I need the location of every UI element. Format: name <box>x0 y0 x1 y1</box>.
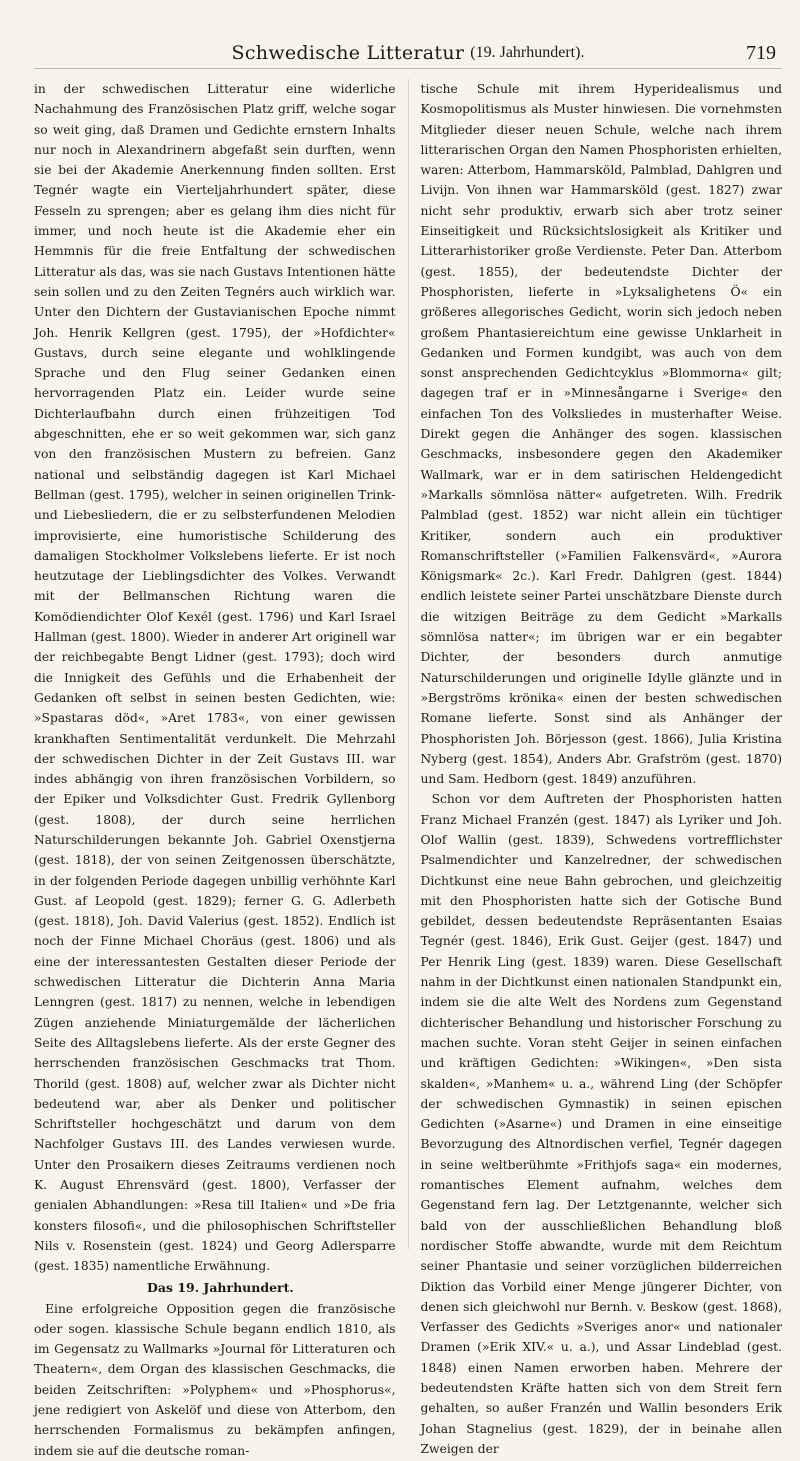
header-title: Schwedische Litteratur <box>231 42 465 64</box>
header-subtitle: (19. Jahrhundert). <box>470 44 585 61</box>
left-paragraph-1: in der schwedischen Litteratur eine widerliche Nachahmung des Französischen Platz griff, welche sogar so weit ging, daß Dramen und Gedichte ernstern Inhalts nur noch in Alexandrinern abgefaßt sein durften, wenn sie bei der Akademie Anerkennung finden sollten. Erst Tegnér wagte ein Vierteljahrhundert später, diese Fesseln zu sprengen; aber es gelang ihm dies nicht für immer, und noch heute ist die Akademie eher ein Hemmnis für die freie Entfaltung der schwedischen Litteratur als das, was sie nach Gustavs Intentionen hätte sein sollen und zu den Zeiten Tegnérs auch wirklich war. Unter den Dichtern der Gustavianischen Epoche nimmt Joh. Henrik Kellgren (gest. 1795), der »Hofdichter« Gustavs, durch seine elegante und wohlklingende Sprache und den Flug seiner Gedanken einen hervorragenden Platz ein. Leider wurde seine Dichterlaufbahn durch einen frühzeitigen Tod abgeschnitten, ehe er so weit gekommen war, sich ganz von den französischen Mustern zu befreien. Ganz national und selbständig dagegen ist Karl Michael Bellman (gest. 1795), welcher in seinen originellen Trink- und Liebesliedern, die er zu selbsterfundenen Melodien improvisierte, eine humoristische Schilderung des damaligen Stockholmer Volkslebens lieferte. Er ist noch heutzutage der Lieblingsdichter des Volkes. Verwandt mit der Bellmanschen Richtung waren die Komödiendichter Olof Kexél (gest. 1796) und Karl Israel Hallman (gest. 1800). Wieder in anderer Art originell war der reichbegabte Bengt Lidner (gest. 1793); doch wird die Innigkeit des Gefühls und die Erhabenheit der Gedanken oft selbst in seinen besten Gedichten, wie: »Spastaras död«, »Aret 1783«, von einer gewissen krankhaften Sentimentalität verdunkelt. Die Mehrzahl der schwedischen Dichter in der Zeit Gustavs III. war indes abhängig von ihren französischen Vorbildern, so der Epiker und Volksdichter Gust. Fredrik Gyllenborg (gest. 1808), der durch seine herrlichen Naturschilderungen bekannte Joh. Gabriel Oxenstjerna (gest. 1818), der von seinen Zeitgenossen überschätzte, in der folgenden Periode dagegen unbillig verhöhnte Karl Gust. af Leopold (gest. 1829); ferner G. G. Adlerbeth (gest. 1818), Joh. David Valerius (gest. 1852). Endlich ist noch der Finne Michael Choräus (gest. 1806) und als eine der interessantesten Gestalten dieser Periode der schwedischen Litteratur die Dichterin Anna Maria Lenngren (gest. 1817) zu nennen, welche in lebendigen Zügen anziehende Miniaturgemälde der lächerlichen Seite des Alltagslebens lieferte. Als der erste Gegner des herrschenden französischen Geschmacks trat Thom. Thorild (gest. 1808) auf, welcher zwar als Dichter nicht bedeutend war, aber als Denker und politischer Schriftsteller hochgeschätzt und darum von dem Nachfolger Gustavs III. des Landes verwiesen wurde. Unter den Prosaikern dieses Zeitraums verdienen noch K. August Ehrensvärd (gest. 1800), Verfasser der genialen Abhandlungen: »Resa till Italien« und »De fria konsters filosofi«, und die philosophischen Schriftsteller Nils v. Rosenstein (gest. 1824) und Georg Adlersparre (gest. 1835) namentliche Erwähnung. <box>34 82 396 1274</box>
right-paragraph-1: tische Schule mit ihrem Hyperidealismus und Kosmopolitismus als Muster hinwiesen. Die vornehmsten Mitglieder dieser neuen Schule, welche nach ihrem litterarischen Organ den Namen Phosphoristen erhielten, waren: Atterbom, Hammarsköld, Palmblad, Dahlgren und Livijn. Von ihnen war Hammarsköld (gest. 1827) zwar nicht sehr produktiv, erwarb sich aber trotz seiner Einseitigkeit und Rücksichtslosigkeit als Kritiker und Litterarhistoriker große Verdienste. Peter Dan. Atterbom (gest. 1855), der bedeutendste Dichter der Phosphoristen, lieferte in »Lyksalighetens Ö« ein größeres allegorisches Gedicht, worin sich jedoch neben großem Phantasiereichtum eine gewisse Unklarheit in Gedanken und Formen kundgibt, was auch von dem sonst ansprechenden Gedichtcyklus »Blommorna« gilt; dagegen traf er in »Minnesångarne i Sverige« den einfachen Ton des Volksliedes in musterhafter Weise. Direkt gegen die Anhänger des sogen. klassischen Geschmacks, insbesondere gegen den Akademiker Wallmark, war er in dem satirischen Heldengedicht »Markalls sömnlösa nätter« aufgetreten. Wilh. Fredrik Palmblad (gest. 1852) war nicht allein ein tüchtiger Kritiker, sondern auch ein produktiver Romanschriftsteller (»Familien Falkensvärd«, »Aurora Königsmark« 2c.). Karl Fredr. Dahlgren (gest. 1844) endlich leistete seiner Partei unschätzbare Dienste durch die witzigen Beiträge zu dem Gedicht »Markalls sömnlösa natter«; im übrigen war er ein begabter Dichter, der besonders durch anmutige Naturschilderungen und originelle Idylle glänzte und in »Bergströms krönika« einen der besten schwedischen Romane lieferte. Sonst sind als Anhänger der Phosphoristen Joh. Börjesson (gest. 1866), Julia Kristina Nyberg (gest. 1854), Anders Abr. Grafström (gest. 1870) und Sam. Hedborn (gest. 1849) anzuführen. <box>420 82 783 787</box>
text-columns <box>34 79 783 1458</box>
column-divider <box>408 79 409 1249</box>
right-column <box>420 79 783 1456</box>
right-paragraph-2: Schon vor dem Auftreten der Phosphoristen hatten Franz Michael Franzén (gest. 1847) als Lyriker und Joh. Olof Wallin (gest. 1839), Schwedens vortrefflichster Psalmendichter und Kanzelredner, der schwedischen Dichtkunst eine neue Bahn gebrochen, und gleichzeitig mit den Phosphoristen hatte sich der Gotische Bund gebildet, dessen bedeutendste Repräsentanten Esaias Tegnér (gest. 1846), Erik Gust. Geijer (gest. 1847) und Per Henrik Ling (gest. 1839) waren. Diese Gesellschaft nahm in der Dichtkunst einen nationalen Standpunkt ein, indem sie die alte Welt des Nordens zum Gegenstand dichterischer Behandlung und historischer Forschung zu machen suchte. Voran steht Geijer in seinen einfachen und kräftigen Gedichten: »Wikingen«, »Den sista skalden«, »Manhem« u. a., während Ling (der Schöpfer der schwedischen Gymnastik) in seinen epischen Gedichten (»Asarne«) und Dramen in eine einseitige Bevorzugung des Altnordischen verfiel, Tegnér dagegen in seine weltberühmte »Frithjofs saga« ein modernes, romantisches Element aufnahm, welches dem Gegenstand fern lag. Der Letztgenannte, welcher sich bald von der ausschließlichen Behandlung bloß nordischer Stoffe abwandte, wurde mit dem Reichtum seiner Phantasie und seiner vorzüglichen bilderreichen Diktion das Vorbild einer Menge jüngerer Dichter, von denen sich gleichwohl nur Bernh. v. Beskow (gest. 1868), Verfasser des Gedichts »Sveriges anor« und nationaler Dramen (»Erik XIV.« u. a.), und Assar Lindeblad (gest. 1848) einen Namen erworben haben. Mehrere der bedeutendsten Kräfte hatten sich von dem Streit fern gehalten, so außer Franzén und Wallin besonders Erik Johan Stagnelius (gest. 1829), der in beinahe allen Zweigen der <box>420 792 783 1456</box>
running-header <box>34 34 782 69</box>
section-heading: Das 19. Jahrhundert. <box>146 1279 294 1295</box>
page-number: 719 <box>746 42 776 64</box>
left-paragraph-2: Eine erfolgreiche Opposition gegen die französische oder sogen. klassische Schule begann endlich 1810, als im Gegensatz zu Wallmarks »Journal för Litteraturen och Theatern«, dem Organ des klassischen Geschmacks, die beiden Zeitschriften: »Polyphem« und »Phosphorus«, jene redigiert von Askelöf und diese von Atterbom, den herrschenden Formalismus zu bekämpfen anfingen, indem sie auf die deutsche roman- <box>34 1301 396 1458</box>
left-column <box>34 79 396 1458</box>
